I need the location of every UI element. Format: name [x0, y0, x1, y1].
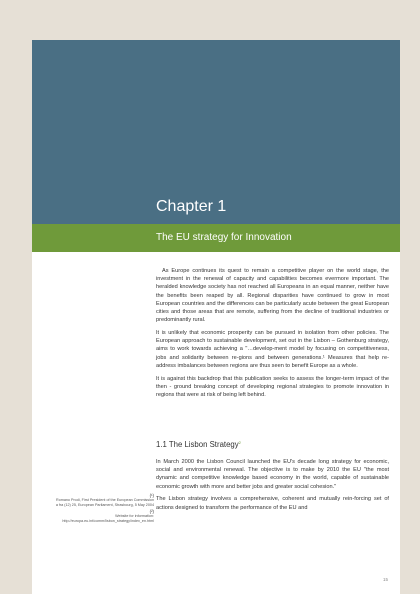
- body-paragraph-3: It is against this backdrop that this publication seeks to assess the longer-term impact of the then - ground breaking concept of developing regional strategies to promote innovation in regions that were at risk of being left behind.: [156, 375, 389, 399]
- intro-column: [156, 267, 389, 404]
- section-heading-footnote-ref: 2: [238, 440, 241, 445]
- intro-paragraph: As Europe continues its quest to remain a competitive player on the world stage, the investment in the renewal of capacity and capabilities becomes evermore important. The heralded knowledge society has not reached all Europeans in an equal manner, neither have the benefits been reaped by all. Regional disparities have continued to grow in most European countries and the differences can be particularly acute between the great European cities and those areas that are remote, suffering from the decline of traditional industries or predominantly rural.: [156, 268, 389, 324]
- section-paragraph-2: The Lisbon strategy involves a comprehensive, coherent and mutually rein-forcing set of actions designed to transform the performance of the EU and: [156, 496, 389, 511]
- page-number: 15: [382, 577, 388, 582]
- chapter-subtitle-band: [32, 224, 400, 252]
- document-page: [32, 40, 400, 594]
- footnote-1-marker: (¹): [149, 493, 154, 498]
- footnote-1-text: Romano Prodi, First President of the European Commission a fra (12) 25, European Parliament, Strasbourg, 5 May 2004: [55, 498, 154, 508]
- footnotes: [54, 493, 154, 524]
- footnote-2-marker: (²): [149, 508, 154, 514]
- footnote-2-text: Website for information: http://europa.eu.int/comm/lisbon_strategy/index_en.html: [62, 513, 154, 524]
- chapter-header-band: [32, 40, 400, 224]
- section-heading-text: 1.1 The Lisbon Strategy: [156, 440, 239, 449]
- chapter-title: Chapter 1: [156, 198, 227, 215]
- chapter-subtitle: The EU strategy for Innovation: [156, 232, 292, 243]
- body-paragraph-2: It is unlikely that economic prosperity can be pursued in isolation from other policies. The European approach to sustainable development, set out in the Lisbon – Gothenburg strategy, aims to work towards achieving a "…develop-ment model by focusing on competitiveness, jobs and solidarity between re-gions and between generations.¹ Measures that help re-address imbalances between regions are thus seen to benefit Europe as a whole.: [156, 330, 389, 369]
- section-paragraph-1: In March 2000 the Lisbon Council launched the EU's decade long strategy for economic, social and environmental renewal. The objective is to make by 2010 the EU "the most dynamic and competitive knowledge based economy in the world, capable of sustainable economic growth with more and better jobs and greater social cohesion.": [156, 459, 389, 490]
- section-column: [156, 458, 389, 516]
- section-heading: [156, 440, 241, 449]
